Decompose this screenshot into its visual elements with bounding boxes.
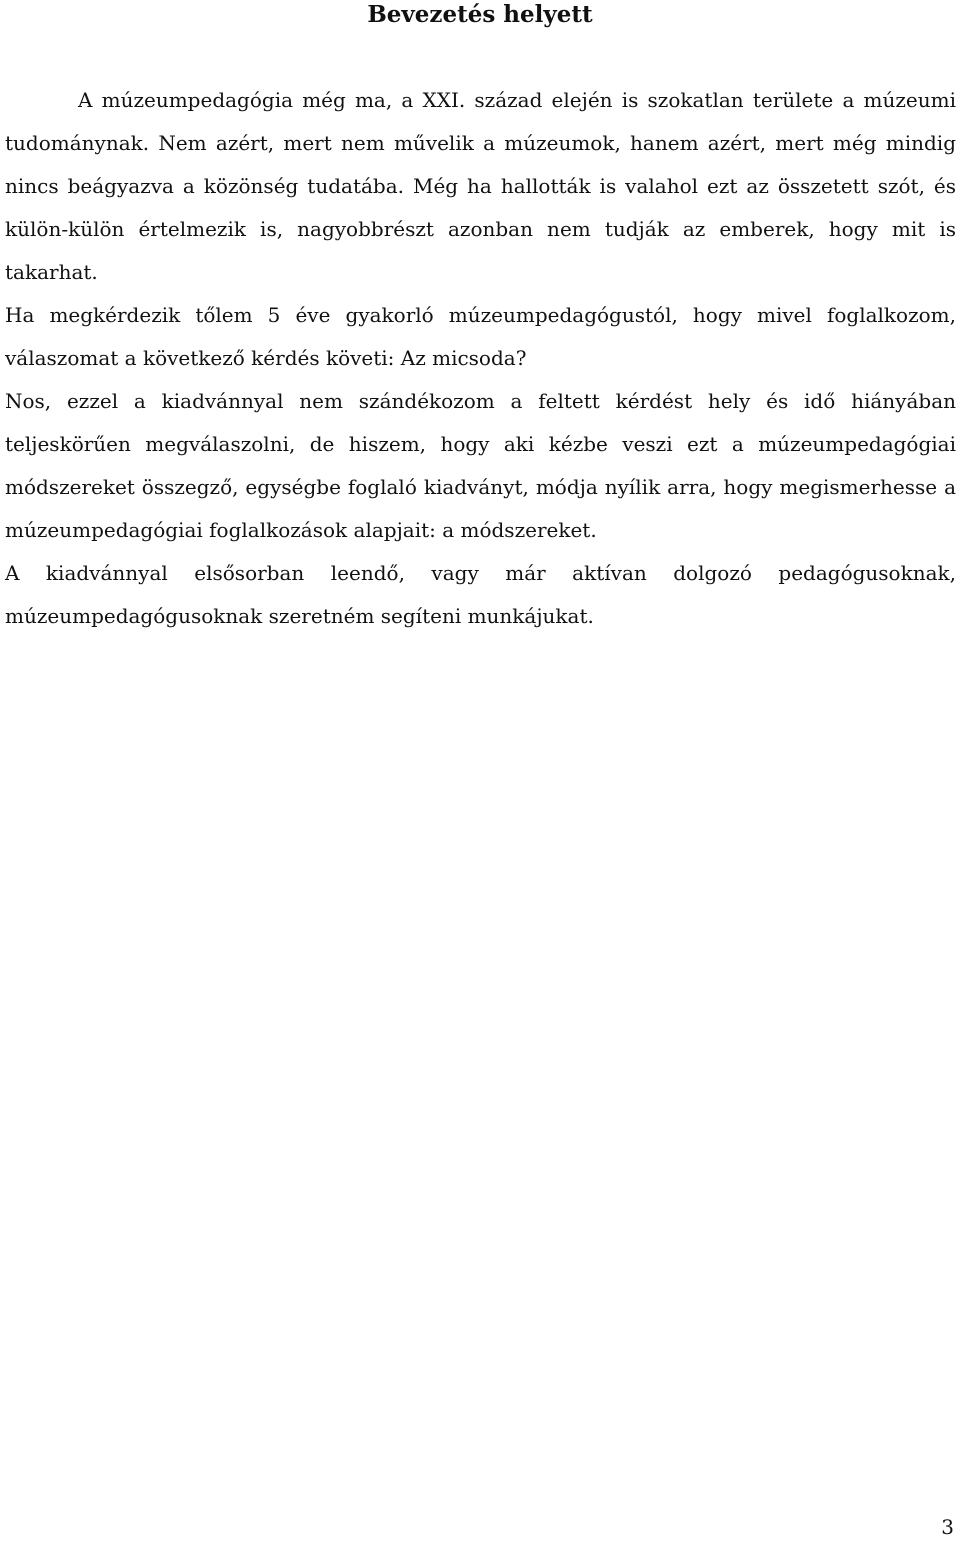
page-title: Bevezetés helyett	[367, 1, 593, 28]
page-number: 3	[941, 1515, 954, 1539]
paragraph-audience: A kiadvánnyal elsősorban leendő, vagy már aktívan dolgozó pedagógusoknak, múzeumpedagógusoknak szeretném segíteni munkájukat.	[5, 561, 956, 628]
paragraph-intro: A múzeumpedagógia még ma, a XXI. század elején is szokatlan területe a múzeumi tudománynak. Nem azért, mert nem művelik a múzeumok, hanem azért, mert még mindig nincs beágyazva a közönség tudatába. Még ha hallották is valahol ezt az összetett szót, és külön-külön értelmezik is, nagyobbrészt azonban nem tudják az emberek, hogy mit is takarhat.	[5, 88, 956, 284]
body-text	[5, 79, 956, 638]
paragraph-purpose: Nos, ezzel a kiadvánnyal nem szándékozom a feltett kérdést hely és idő hiányában teljeskörűen megválaszolni, de hiszem, hogy aki kézbe veszi ezt a múzeumpedagógiai módszereket összegző, egységbe foglaló kiadványt, módja nyílik arra, hogy megismerhesse a múzeumpedagógiai foglalkozások alapjait: a módszereket.	[5, 389, 956, 542]
paragraph-question: Ha megkérdezik tőlem 5 éve gyakorló múzeumpedagógustól, hogy mivel foglalkozom, válaszomat a következő kérdés követi: Az micsoda?	[5, 303, 956, 370]
